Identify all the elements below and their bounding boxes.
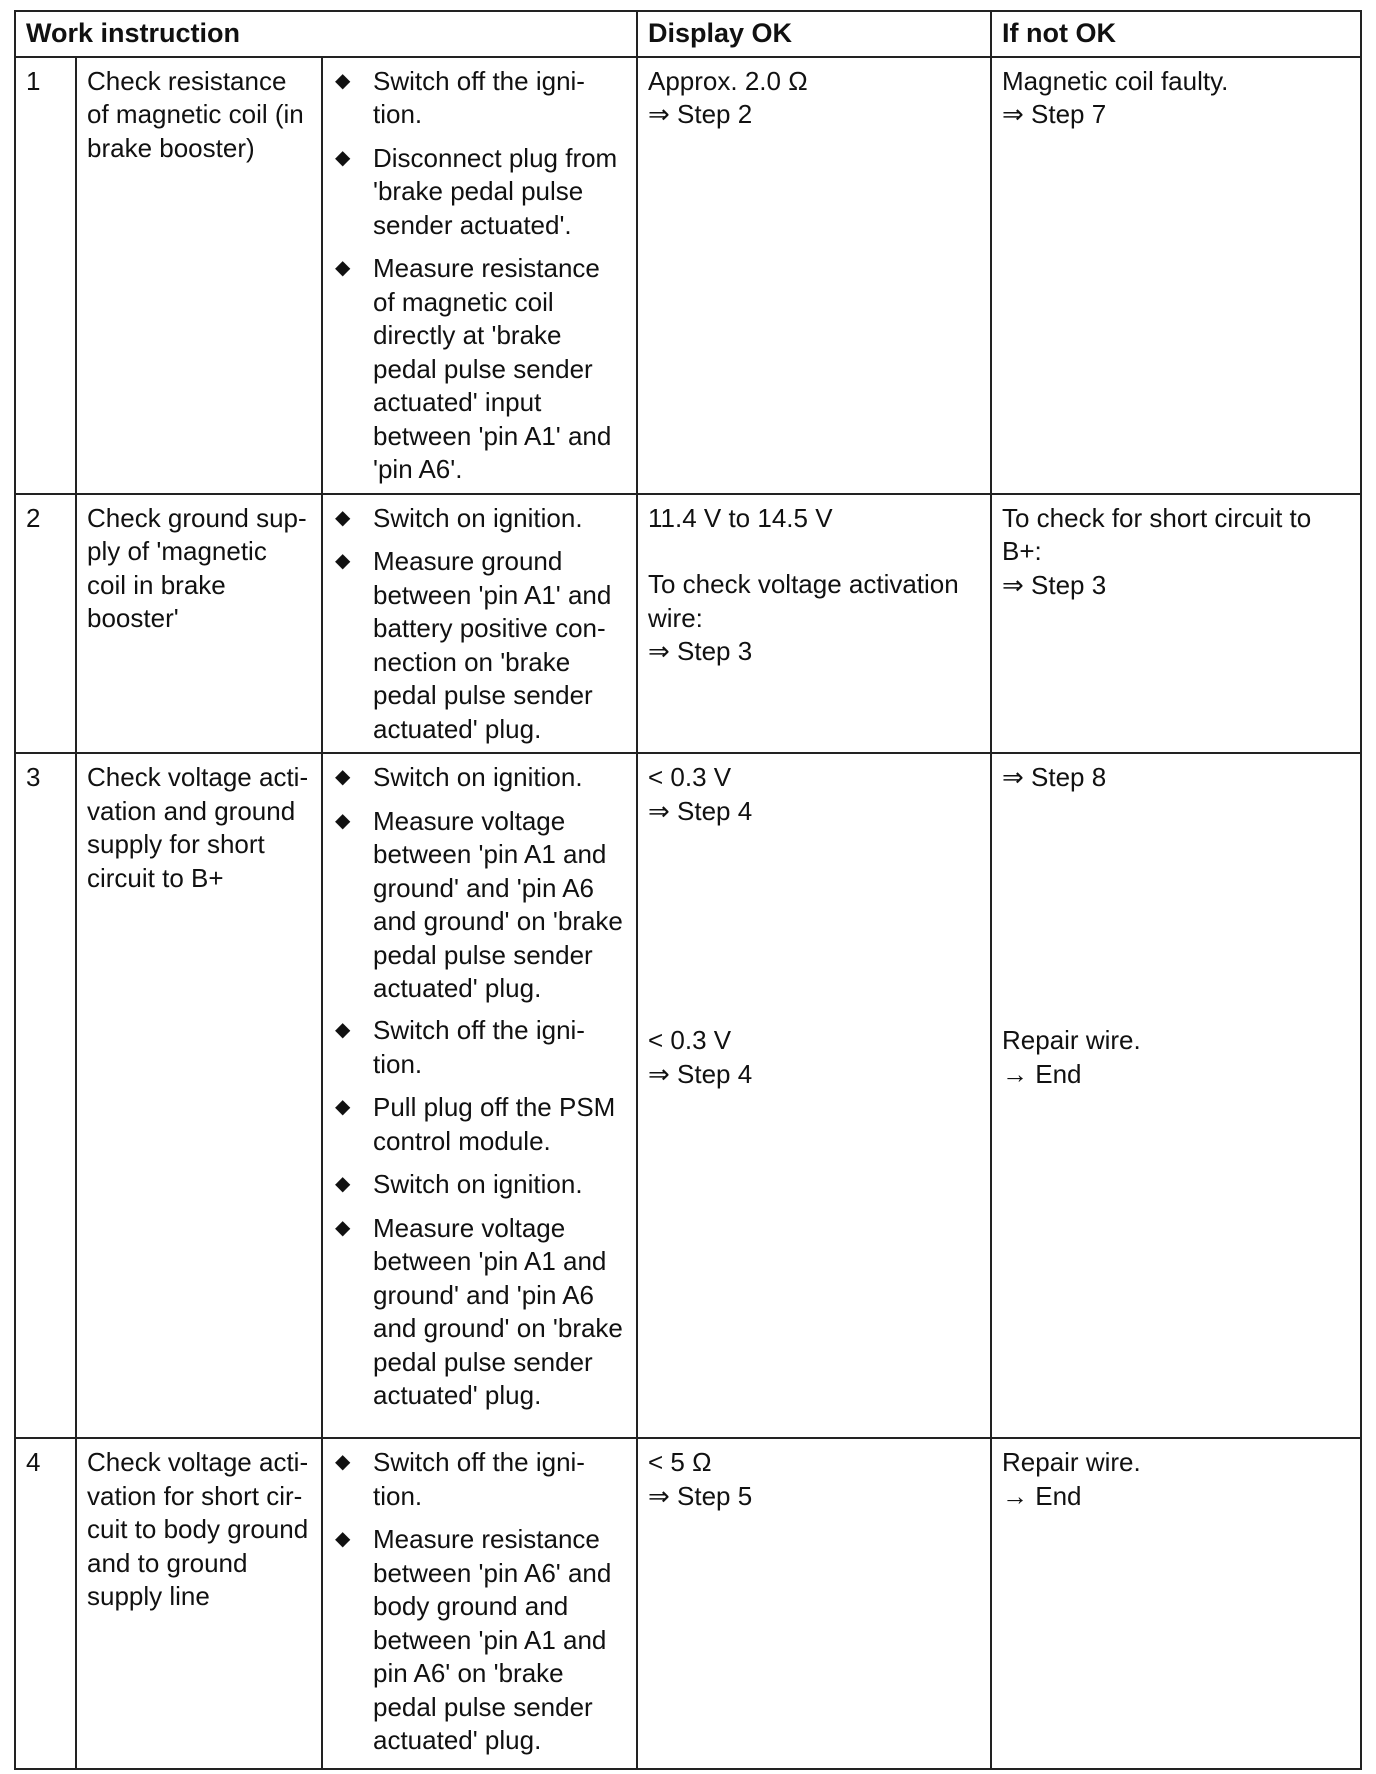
diamond-bullet-icon: ◆ — [335, 1528, 351, 1550]
diamond-bullet-icon: ◆ — [335, 1451, 351, 1473]
diamond-bullet-icon: ◆ — [335, 1019, 351, 1041]
step-number: 2 — [15, 494, 76, 754]
step-number: 1 — [15, 57, 76, 494]
diamond-bullet-icon: ◆ — [335, 1096, 351, 1118]
not-ok-next-step: ⇒ Step 3 — [1002, 569, 1107, 600]
instruction-item: ◆ Measure voltage between 'pin A1 and ground' and 'pin A6 and ground' on 'brake pedal pulse sender actuated' plug. — [335, 1212, 623, 1410]
check-description: Check resistance of magnetic coil (in brake booster) — [76, 57, 322, 494]
table-row — [15, 494, 1361, 754]
table-row — [15, 1438, 1361, 1769]
instruction-cell — [322, 753, 637, 1438]
ok-next-step: ⇒ Step 5 — [648, 1480, 753, 1511]
step-number: 3 — [15, 753, 76, 1438]
work-instruction-page — [14, 10, 1360, 1770]
not-ok-next-step: ⇒ Step 8 — [1002, 762, 1107, 792]
check-description: Check ground sup-ply of 'magnetic coil in brake booster' — [76, 494, 322, 754]
ok-value: < 5 Ω — [648, 1447, 712, 1477]
diamond-bullet-icon: ◆ — [335, 550, 351, 572]
not-ok-cell — [991, 753, 1361, 1438]
not-ok-cell — [991, 1438, 1361, 1769]
instruction-item: ◆ Measure ground between 'pin A1' and battery positive con-nection on 'brake pedal pulse sender actuated' plug. — [335, 546, 612, 744]
display-ok-cell — [637, 753, 991, 1438]
diamond-bullet-icon: ◆ — [335, 506, 351, 529]
ok-value: Approx. 2.0 Ω — [648, 65, 808, 96]
ok-note: To check voltage activation wire: — [648, 569, 959, 633]
ok-value: < 0.3 V — [648, 1025, 732, 1055]
not-ok-next-step: → End — [1002, 1480, 1082, 1511]
ok-value: 11.4 V to 14.5 V — [648, 502, 833, 533]
instruction-item: ◆ Pull plug off the PSM control module. — [335, 1092, 616, 1156]
header-if-not-ok: If not OK — [991, 11, 1361, 57]
step-number: 4 — [15, 1438, 76, 1769]
table-row — [15, 753, 1361, 1438]
not-ok-text: To check for short circuit to B+: — [1002, 502, 1312, 566]
diamond-bullet-icon: ◆ — [335, 766, 351, 788]
ok-next-step: ⇒ Step 4 — [648, 1058, 753, 1089]
diamond-bullet-icon: ◆ — [335, 1173, 351, 1195]
diamond-bullet-icon: ◆ — [335, 1216, 351, 1239]
ok-value: < 0.3 V — [648, 762, 732, 792]
instruction-item: ◆ Disconnect plug from 'brake pedal pulse sender actuated'. — [335, 142, 618, 240]
instruction-item: ◆ Switch off the igni-tion. — [335, 65, 585, 129]
check-description: Check voltage acti-vation and ground supply for short circuit to B+ — [76, 753, 322, 1438]
diamond-bullet-icon: ◆ — [335, 257, 351, 279]
instruction-item: ◆ Switch on ignition. — [333, 502, 626, 536]
ok-next-step: ⇒ Step 2 — [648, 99, 753, 129]
instruction-item: ◆ Switch off the igni-tion. — [335, 1447, 585, 1511]
header-display-ok: Display OK — [637, 11, 991, 57]
instruction-cell — [322, 1438, 637, 1769]
display-ok-cell — [637, 1438, 991, 1769]
not-ok-next-step: → End — [1002, 1058, 1082, 1089]
ok-next-step: ⇒ Step 3 — [648, 636, 753, 666]
instruction-cell — [322, 494, 637, 754]
table-row — [15, 57, 1361, 494]
display-ok-cell — [637, 494, 991, 754]
instruction-item: ◆ Switch on ignition. — [333, 761, 626, 795]
ok-next-step: ⇒ Step 4 — [648, 795, 753, 826]
header-work-instruction: Work instruction — [15, 11, 637, 57]
instruction-cell — [322, 57, 637, 494]
not-ok-next-step: ⇒ Step 7 — [1002, 99, 1107, 129]
instruction-item: ◆ Measure voltage between 'pin A1 and ground' and 'pin A6 and ground' on 'brake pedal pulse sender actuated' plug. — [335, 805, 623, 1003]
not-ok-text: Repair wire. — [1002, 1447, 1141, 1477]
diamond-bullet-icon: ◆ — [335, 69, 351, 92]
not-ok-text: Magnetic coil faulty. — [1002, 65, 1229, 96]
display-ok-cell — [637, 57, 991, 494]
diamond-bullet-icon: ◆ — [335, 809, 351, 832]
instruction-item: ◆ Switch off the igni-tion. — [335, 1015, 585, 1079]
check-description: Check voltage acti-vation for short cir-cuit to body ground and to ground supply line — [76, 1438, 322, 1769]
diamond-bullet-icon: ◆ — [335, 146, 351, 169]
work-instruction-table — [14, 10, 1362, 1770]
table-header-row — [15, 11, 1361, 57]
instruction-item: ◆ Measure resistance of magnetic coil directly at 'brake pedal pulse sender actuated' input between 'pin A1' and 'pin A6'. — [335, 253, 612, 484]
not-ok-text: Repair wire. — [1002, 1025, 1141, 1055]
not-ok-cell — [991, 57, 1361, 494]
instruction-item: ◆ Switch on ignition. — [333, 1168, 626, 1202]
not-ok-cell — [991, 494, 1361, 754]
instruction-item: ◆ Measure resistance between 'pin A6' and body ground and between 'pin A1 and pin A6' on 'brake pedal pulse sender actuated' plug. — [335, 1524, 612, 1755]
